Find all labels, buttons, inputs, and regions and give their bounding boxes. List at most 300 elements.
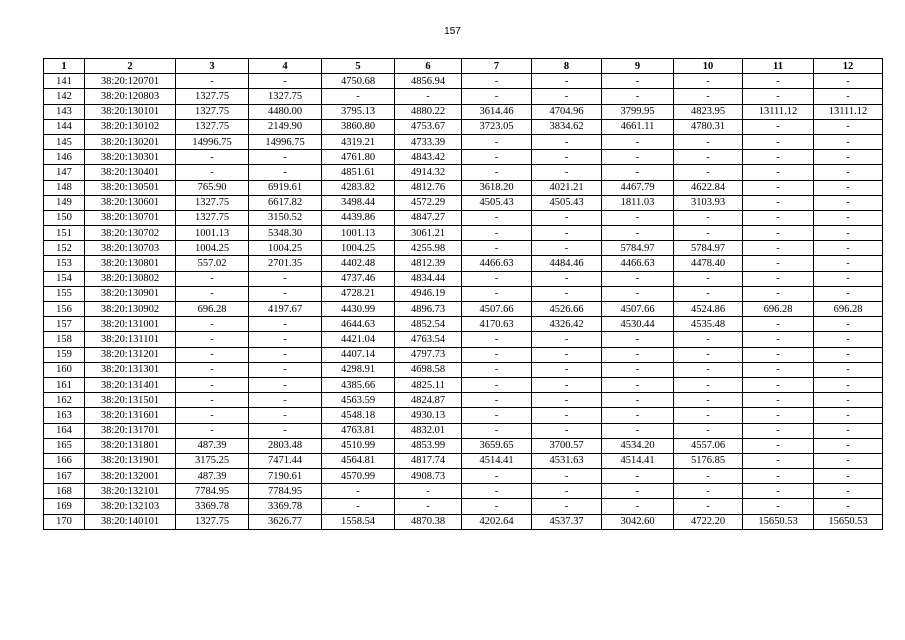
table-cell-col-9: - [602, 469, 674, 484]
table-cell-col-8: - [532, 271, 602, 286]
table-cell-col-8: - [532, 226, 602, 241]
table-cell-col-8: 4531.63 [532, 453, 602, 468]
table-cell-col-7: - [462, 499, 532, 514]
table-cell-col-3: - [176, 408, 249, 423]
table-cell-col-1: 149 [44, 195, 85, 210]
table-cell-col-12: - [814, 362, 883, 377]
table-cell-col-2: 38:20:130701 [85, 210, 176, 225]
table-cell-col-8: - [532, 165, 602, 180]
table-cell-col-11: - [743, 423, 814, 438]
table-cell-col-2: 38:20:130401 [85, 165, 176, 180]
table-cell-col-3: 1327.75 [176, 514, 249, 529]
table-cell-col-5: 4283.82 [322, 180, 395, 195]
table-cell-col-6: 4930.13 [395, 408, 462, 423]
table-cell-col-2: 38:20:130702 [85, 226, 176, 241]
table-cell-col-11: - [743, 317, 814, 332]
table-cell-col-4: - [249, 408, 322, 423]
table-cell-col-12: - [814, 438, 883, 453]
table-cell-col-7: - [462, 165, 532, 180]
table-cell-col-8: - [532, 332, 602, 347]
table-cell-col-12: 13111.12 [814, 104, 883, 119]
table-cell-col-3: - [176, 423, 249, 438]
table-cell-col-9: - [602, 332, 674, 347]
table-cell-col-10: 4524.86 [674, 302, 743, 317]
table-cell-col-10: - [674, 408, 743, 423]
table-cell-col-10: - [674, 393, 743, 408]
table-cell-col-1: 153 [44, 256, 85, 271]
table-cell-col-11: - [743, 150, 814, 165]
table-cell-col-2: 38:20:131001 [85, 317, 176, 332]
table-cell-col-2: 38:20:130102 [85, 119, 176, 134]
table-cell-col-8: - [532, 150, 602, 165]
table-cell-col-3: 765.90 [176, 180, 249, 195]
table-cell-col-9: - [602, 210, 674, 225]
table-cell-col-5: 4728.21 [322, 286, 395, 301]
table-row [44, 514, 883, 529]
table-cell-col-1: 168 [44, 484, 85, 499]
table-cell-col-10: - [674, 226, 743, 241]
table-cell-col-4: - [249, 362, 322, 377]
table-cell-col-5: 4851.61 [322, 165, 395, 180]
table-cell-col-4: 14996.75 [249, 134, 322, 149]
table-cell-col-1: 162 [44, 393, 85, 408]
table-cell-col-1: 146 [44, 150, 85, 165]
table-cell-col-12: - [814, 484, 883, 499]
table-cell-col-4: 5348.30 [249, 226, 322, 241]
table-row [44, 317, 883, 332]
table-cell-col-2: 38:20:131301 [85, 362, 176, 377]
table-cell-col-6: 4847.27 [395, 210, 462, 225]
table-cell-col-2: 38:20:120803 [85, 89, 176, 104]
table-cell-col-7: - [462, 226, 532, 241]
table-cell-col-11: - [743, 499, 814, 514]
table-cell-col-5: 4439.86 [322, 210, 395, 225]
table-cell-col-4: 1004.25 [249, 241, 322, 256]
page-number: 157 [444, 26, 461, 37]
table-cell-col-8: 4704.96 [532, 104, 602, 119]
table-cell-col-9: - [602, 377, 674, 392]
table-cell-col-9: - [602, 74, 674, 89]
table-cell-col-3: - [176, 286, 249, 301]
table-row [44, 302, 883, 317]
table-cell-col-11: - [743, 210, 814, 225]
table-cell-col-9: - [602, 134, 674, 149]
table-cell-col-9: 3799.95 [602, 104, 674, 119]
table-cell-col-7: - [462, 286, 532, 301]
table-cell-col-10: - [674, 271, 743, 286]
table-cell-col-12: - [814, 180, 883, 195]
table-cell-col-2: 38:20:130902 [85, 302, 176, 317]
column-header-11: 11 [743, 59, 814, 74]
table-cell-col-9: - [602, 408, 674, 423]
table-cell-col-7: - [462, 74, 532, 89]
table-cell-col-3: 3369.78 [176, 499, 249, 514]
table-cell-col-7: - [462, 134, 532, 149]
table-cell-col-3: 1327.75 [176, 89, 249, 104]
table-cell-col-9: - [602, 165, 674, 180]
table-cell-col-2: 38:20:130501 [85, 180, 176, 195]
table-row [44, 180, 883, 195]
table-cell-col-4: - [249, 332, 322, 347]
table-cell-col-12: - [814, 423, 883, 438]
table-cell-col-11: - [743, 469, 814, 484]
table-cell-col-7: 3659.65 [462, 438, 532, 453]
table-cell-col-5: 4570.99 [322, 469, 395, 484]
table-cell-col-7: 4202.64 [462, 514, 532, 529]
column-header-1: 1 [44, 59, 85, 74]
table-cell-col-12: - [814, 195, 883, 210]
table-cell-col-7: - [462, 210, 532, 225]
table-cell-col-11: 13111.12 [743, 104, 814, 119]
column-header-10: 10 [674, 59, 743, 74]
table-cell-col-5: 1558.54 [322, 514, 395, 529]
table-row [44, 226, 883, 241]
table-cell-col-3: 1004.25 [176, 241, 249, 256]
table-cell-col-11: - [743, 438, 814, 453]
table-cell-col-10: - [674, 377, 743, 392]
table-cell-col-8: - [532, 286, 602, 301]
table-row [44, 256, 883, 271]
table-cell-col-8: - [532, 469, 602, 484]
table-cell-col-1: 165 [44, 438, 85, 453]
table-cell-col-10: 5784.97 [674, 241, 743, 256]
table-cell-col-12: - [814, 89, 883, 104]
table-cell-col-6: 4870.38 [395, 514, 462, 529]
table-cell-col-6: - [395, 499, 462, 514]
table-cell-col-5: 4407.14 [322, 347, 395, 362]
table-cell-col-6: 4908.73 [395, 469, 462, 484]
table-cell-col-4: - [249, 150, 322, 165]
table-cell-col-6: 4824.87 [395, 393, 462, 408]
table-cell-col-11: - [743, 332, 814, 347]
table-cell-col-1: 158 [44, 332, 85, 347]
table-cell-col-12: - [814, 210, 883, 225]
table-cell-col-5: 4763.81 [322, 423, 395, 438]
table-cell-col-2: 38:20:131401 [85, 377, 176, 392]
table-cell-col-7: - [462, 423, 532, 438]
table-cell-col-1: 170 [44, 514, 85, 529]
table-cell-col-11: - [743, 286, 814, 301]
table-cell-col-7: - [462, 393, 532, 408]
column-header-9: 9 [602, 59, 674, 74]
table-cell-col-9: 4534.20 [602, 438, 674, 453]
table-cell-col-3: - [176, 362, 249, 377]
table-row [44, 134, 883, 149]
table-cell-col-3: 3175.25 [176, 453, 249, 468]
table-cell-col-3: 487.39 [176, 469, 249, 484]
table-cell-col-7: 3618.20 [462, 180, 532, 195]
table-cell-col-2: 38:20:131801 [85, 438, 176, 453]
table-cell-col-10: - [674, 362, 743, 377]
table-cell-col-6: 4852.54 [395, 317, 462, 332]
table-cell-col-5: 4319.21 [322, 134, 395, 149]
table-cell-col-1: 152 [44, 241, 85, 256]
table-cell-col-4: 3150.52 [249, 210, 322, 225]
table-cell-col-9: 4507.66 [602, 302, 674, 317]
table-cell-col-11: - [743, 89, 814, 104]
table-cell-col-10: - [674, 423, 743, 438]
table-cell-col-11: - [743, 408, 814, 423]
table-cell-col-9: 4514.41 [602, 453, 674, 468]
table-cell-col-5: 4510.99 [322, 438, 395, 453]
table-cell-col-8: - [532, 408, 602, 423]
table-cell-col-4: 2149.90 [249, 119, 322, 134]
table-cell-col-11: - [743, 134, 814, 149]
table-cell-col-5: 4761.80 [322, 150, 395, 165]
table-cell-col-3: 1327.75 [176, 210, 249, 225]
table-cell-col-3: - [176, 332, 249, 347]
table-row [44, 195, 883, 210]
table-cell-col-10: 4823.95 [674, 104, 743, 119]
table-cell-col-7: - [462, 362, 532, 377]
table-cell-col-11: - [743, 195, 814, 210]
table-cell-col-10: - [674, 347, 743, 362]
table-cell-col-3: 1327.75 [176, 104, 249, 119]
table-cell-col-6: 4797.73 [395, 347, 462, 362]
table-cell-col-11: - [743, 271, 814, 286]
table-cell-col-12: - [814, 241, 883, 256]
table-cell-col-4: - [249, 423, 322, 438]
table-cell-col-9: - [602, 393, 674, 408]
table-cell-col-10: - [674, 499, 743, 514]
column-header-6: 6 [395, 59, 462, 74]
table-cell-col-10: - [674, 150, 743, 165]
table-cell-col-3: 557.02 [176, 256, 249, 271]
table-cell-col-12: 15650.53 [814, 514, 883, 529]
table-cell-col-8: - [532, 484, 602, 499]
table-cell-col-2: 38:20:131901 [85, 453, 176, 468]
table-cell-col-2: 38:20:130801 [85, 256, 176, 271]
table-cell-col-9: - [602, 89, 674, 104]
table-cell-col-1: 147 [44, 165, 85, 180]
table-cell-col-6: - [395, 484, 462, 499]
table-cell-col-12: - [814, 150, 883, 165]
table-cell-col-1: 167 [44, 469, 85, 484]
table-cell-col-7: - [462, 469, 532, 484]
table-cell-col-2: 38:20:132101 [85, 484, 176, 499]
table-cell-col-5: 4644.63 [322, 317, 395, 332]
table-cell-col-7: 3614.46 [462, 104, 532, 119]
table-cell-col-9: 1811.03 [602, 195, 674, 210]
column-header-2: 2 [85, 59, 176, 74]
table-cell-col-12: - [814, 226, 883, 241]
table-cell-col-9: - [602, 347, 674, 362]
table-cell-col-2: 38:20:131501 [85, 393, 176, 408]
table-cell-col-1: 142 [44, 89, 85, 104]
table-cell-col-7: - [462, 241, 532, 256]
table-cell-col-1: 155 [44, 286, 85, 301]
table-cell-col-10: - [674, 332, 743, 347]
table-cell-col-4: - [249, 74, 322, 89]
table-cell-col-8: - [532, 393, 602, 408]
table-row [44, 469, 883, 484]
table-cell-col-7: 4507.66 [462, 302, 532, 317]
table-cell-col-6: 4572.29 [395, 195, 462, 210]
table-row [44, 241, 883, 256]
table-cell-col-11: - [743, 362, 814, 377]
table-cell-col-10: 4478.40 [674, 256, 743, 271]
table-cell-col-3: 487.39 [176, 438, 249, 453]
table-cell-col-2: 38:20:130802 [85, 271, 176, 286]
table-cell-col-5: 3860.80 [322, 119, 395, 134]
table-cell-col-3: - [176, 377, 249, 392]
table-row [44, 119, 883, 134]
table-cell-col-4: - [249, 347, 322, 362]
table-cell-col-6: 4834.44 [395, 271, 462, 286]
table-row [44, 286, 883, 301]
table-cell-col-9: - [602, 226, 674, 241]
table-cell-col-4: 6919.61 [249, 180, 322, 195]
table-cell-col-10: 4535.48 [674, 317, 743, 332]
table-cell-col-4: - [249, 165, 322, 180]
table-cell-col-10: - [674, 210, 743, 225]
table-cell-col-7: - [462, 150, 532, 165]
table-cell-col-1: 159 [44, 347, 85, 362]
table-cell-col-7: - [462, 271, 532, 286]
table-cell-col-2: 38:20:130901 [85, 286, 176, 301]
table-cell-col-1: 166 [44, 453, 85, 468]
table-cell-col-11: - [743, 180, 814, 195]
table-cell-col-11: - [743, 377, 814, 392]
table-row [44, 362, 883, 377]
table-cell-col-3: 7784.95 [176, 484, 249, 499]
table-cell-col-5: 1001.13 [322, 226, 395, 241]
table-row [44, 408, 883, 423]
table-row [44, 165, 883, 180]
table-cell-col-5: - [322, 89, 395, 104]
table-row [44, 423, 883, 438]
table-cell-col-6: 4733.39 [395, 134, 462, 149]
table-cell-col-2: 38:20:140101 [85, 514, 176, 529]
table-cell-col-7: 4170.63 [462, 317, 532, 332]
table-cell-col-12: - [814, 393, 883, 408]
table-cell-col-6: 4817.74 [395, 453, 462, 468]
table-row [44, 453, 883, 468]
table-cell-col-3: - [176, 150, 249, 165]
table-cell-col-11: - [743, 226, 814, 241]
table-cell-col-8: 4526.66 [532, 302, 602, 317]
table-cell-col-3: - [176, 347, 249, 362]
table-cell-col-5: 4298.91 [322, 362, 395, 377]
table-cell-col-1: 161 [44, 377, 85, 392]
table-cell-col-12: - [814, 469, 883, 484]
table-cell-col-1: 141 [44, 74, 85, 89]
table-cell-col-10: - [674, 165, 743, 180]
table-cell-col-5: 4548.18 [322, 408, 395, 423]
table-cell-col-11: - [743, 165, 814, 180]
table-cell-col-6: 4843.42 [395, 150, 462, 165]
table-cell-col-3: - [176, 165, 249, 180]
table-cell-col-7: - [462, 408, 532, 423]
table-cell-col-7: 4466.63 [462, 256, 532, 271]
table-cell-col-6: 3061.21 [395, 226, 462, 241]
table-cell-col-5: 1004.25 [322, 241, 395, 256]
table-cell-col-8: - [532, 362, 602, 377]
table-cell-col-6: 4946.19 [395, 286, 462, 301]
table-cell-col-10: 4722.20 [674, 514, 743, 529]
table-cell-col-4: - [249, 377, 322, 392]
table-cell-col-3: - [176, 74, 249, 89]
table-cell-col-4: - [249, 393, 322, 408]
table-cell-col-4: 4480.00 [249, 104, 322, 119]
table-cell-col-8: 3834.62 [532, 119, 602, 134]
table-cell-col-9: 4661.11 [602, 119, 674, 134]
table-cell-col-3: - [176, 271, 249, 286]
table-cell-col-10: - [674, 74, 743, 89]
table-cell-col-4: - [249, 317, 322, 332]
table-cell-col-1: 154 [44, 271, 85, 286]
table-cell-col-10: - [674, 469, 743, 484]
table-cell-col-1: 150 [44, 210, 85, 225]
table-row [44, 484, 883, 499]
column-header-8: 8 [532, 59, 602, 74]
table-cell-col-4: 7471.44 [249, 453, 322, 468]
table-cell-col-12: - [814, 134, 883, 149]
table-cell-col-1: 163 [44, 408, 85, 423]
table-cell-col-9: 5784.97 [602, 241, 674, 256]
table-cell-col-1: 148 [44, 180, 85, 195]
table-cell-col-1: 145 [44, 134, 85, 149]
table-cell-col-2: 38:20:131201 [85, 347, 176, 362]
table-cell-col-9: - [602, 150, 674, 165]
table-cell-col-2: 38:20:130703 [85, 241, 176, 256]
table-cell-col-12: - [814, 377, 883, 392]
table-cell-col-5: 4385.66 [322, 377, 395, 392]
table-cell-col-10: - [674, 134, 743, 149]
table-cell-col-12: - [814, 453, 883, 468]
table-cell-col-8: - [532, 74, 602, 89]
table-cell-col-4: 7190.61 [249, 469, 322, 484]
table-cell-col-8: 4505.43 [532, 195, 602, 210]
table-cell-col-5: - [322, 484, 395, 499]
table-cell-col-8: 4484.46 [532, 256, 602, 271]
table-cell-col-9: - [602, 362, 674, 377]
table-cell-col-5: 4564.81 [322, 453, 395, 468]
table-cell-col-12: - [814, 332, 883, 347]
table-cell-col-12: - [814, 317, 883, 332]
column-header-12: 12 [814, 59, 883, 74]
table-cell-col-5: - [322, 499, 395, 514]
table-cell-col-10: 5176.85 [674, 453, 743, 468]
table-cell-col-12: - [814, 74, 883, 89]
table-cell-col-2: 38:20:130101 [85, 104, 176, 119]
table-cell-col-1: 164 [44, 423, 85, 438]
table-cell-col-12: - [814, 119, 883, 134]
table-row [44, 347, 883, 362]
table-cell-col-11: - [743, 453, 814, 468]
table-cell-col-12: 696.28 [814, 302, 883, 317]
table-cell-col-8: - [532, 423, 602, 438]
table-cell-col-10: 4557.06 [674, 438, 743, 453]
table-cell-col-10: - [674, 89, 743, 104]
table-cell-col-4: 6617.82 [249, 195, 322, 210]
table-cell-col-9: - [602, 286, 674, 301]
table-cell-col-1: 144 [44, 119, 85, 134]
table-cell-col-6: - [395, 89, 462, 104]
table-cell-col-6: 4763.54 [395, 332, 462, 347]
table-cell-col-12: - [814, 271, 883, 286]
table-cell-col-11: 696.28 [743, 302, 814, 317]
table-cell-col-10: 3103.93 [674, 195, 743, 210]
table-row [44, 377, 883, 392]
table-cell-col-7: - [462, 89, 532, 104]
table-cell-col-4: 3626.77 [249, 514, 322, 529]
table-cell-col-11: 15650.53 [743, 514, 814, 529]
table-cell-col-2: 38:20:130301 [85, 150, 176, 165]
table-cell-col-3: 1327.75 [176, 195, 249, 210]
table-row [44, 150, 883, 165]
table-cell-col-6: 4853.99 [395, 438, 462, 453]
